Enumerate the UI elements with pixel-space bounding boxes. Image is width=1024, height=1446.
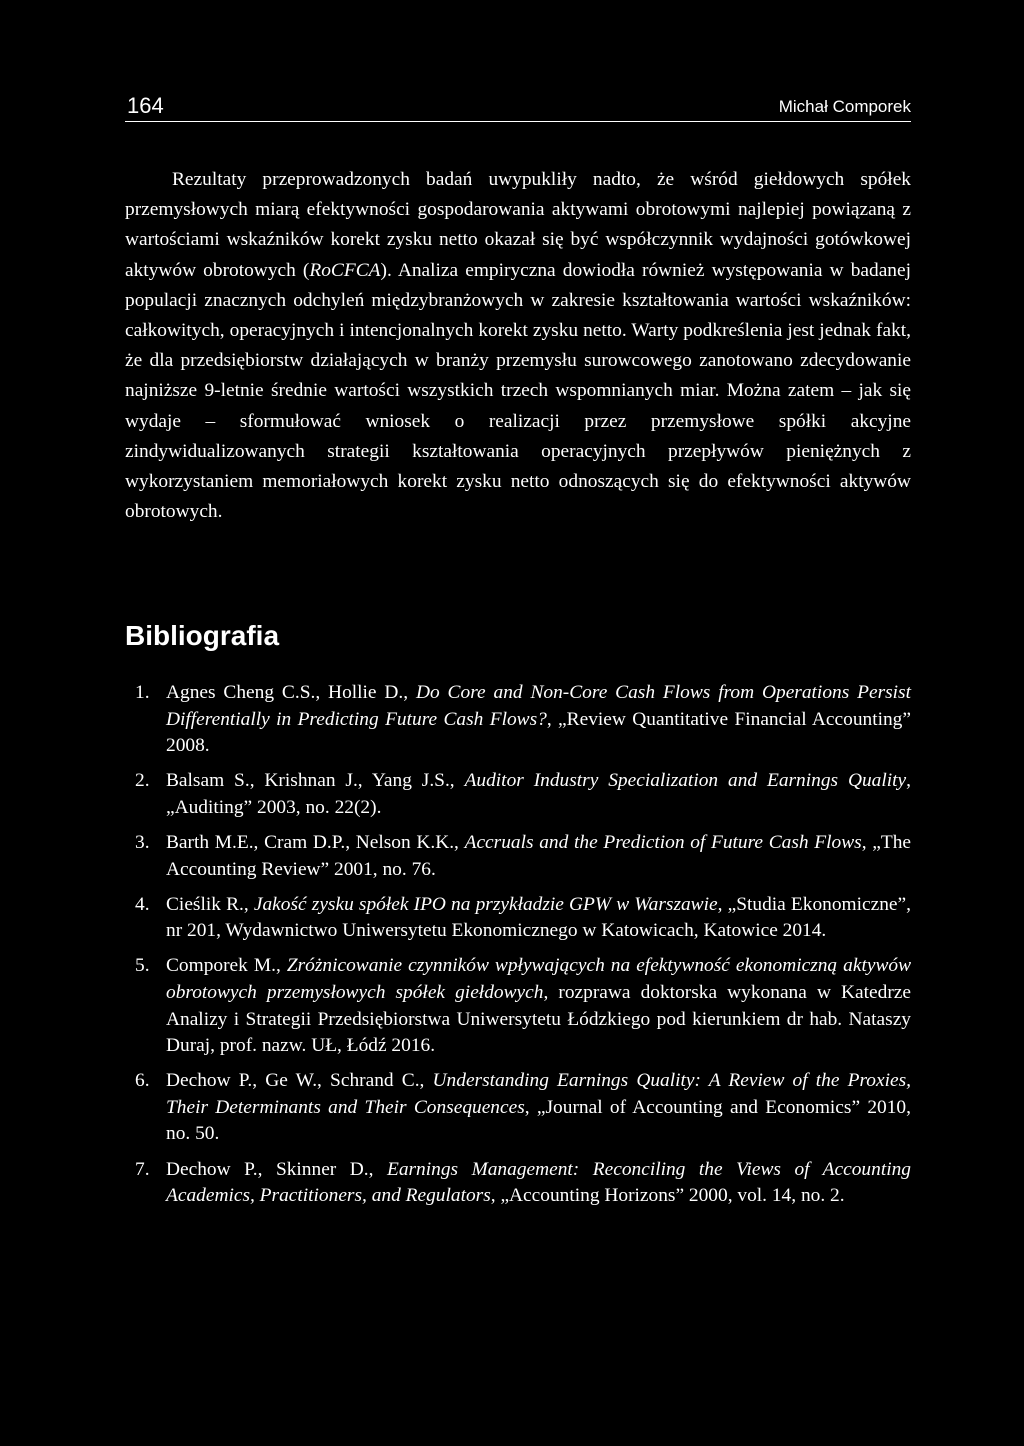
body-text-end: ). Analiza empiryczna dowiodła również występowania w badanej populacji znacznych odchyleń międzybranżowych w zakresie kształtowania wartości wskaźników: całkowitych, operacyjnych i intencjonalnych korekt zysku netto. Warty podkreślenia jest jednak fakt, że dla przedsiębiorstw działających w branży przemysłu surowcowego zanotowano zdecydowanie najniższe 9-letnie średnie wartości wszystkich trzech wspomnianych miar. Można zatem – jak się wydaje – sformułować wniosek o realizacji przez przemysłowe spółki akcyjne zindywidualizowanych strategii kształtowania operacyjnych przepływów pieniężnych z wykorzystaniem memoriałowych korekt zysku netto odnoszących się do efektywności aktywów obrotowych. xyxy=(125,259,911,523)
bibliography-heading: Bibliografia xyxy=(125,620,280,651)
bibliography-item-authors: Agnes Cheng C.S., Hollie D., xyxy=(166,682,416,703)
bibliography-item-source: , „The Accounting Review” 2001, no. 76. xyxy=(166,831,911,880)
bibliography-item-number: 6. xyxy=(135,1070,150,1092)
bibliography-list xyxy=(125,680,911,1218)
bibliography-item-source: , „Accounting Horizons” 2000, vol. 14, no. 2. xyxy=(490,1185,845,1207)
bibliography-item-source: , „Journal of Accounting and Economics” 2010, no. 50. xyxy=(166,1096,911,1145)
bibliography-item-number: 1. xyxy=(135,682,150,703)
bibliography-item-authors: Dechow P., Skinner D., xyxy=(166,1158,387,1180)
bibliography-item-source: , „Review Quantitative Financial Accounting” 2008. xyxy=(166,708,911,757)
bibliography-item-source: , „Studia Ekonomiczne”, nr 201, Wydawnictwo Uniwersytetu Ekonomicznego w Katowicach, Katowice 2014. xyxy=(166,893,911,942)
body-text-start: Rezultaty przeprowadzonych badań uwypukliły nadto, że wśród giełdowych spółek przemysłowych miarą efektywności gospodarowania aktywami obrotowymi najlepiej powiązaną z wartościami wskaźników korekt zysku netto okazał się być współczynnik wydajności gotówkowej aktywów obrotowych ( xyxy=(125,169,911,281)
bibliography-item-number: 5. xyxy=(135,955,150,977)
bibliography-item-title: Understanding Earnings Quality: A Review of the Proxies, Their Determinants and Their Consequences xyxy=(166,1070,911,1118)
bibliography-item-title: Auditor Industry Specialization and Earnings Quality xyxy=(464,770,907,792)
running-header-author: Michał Comporek xyxy=(778,97,911,116)
bibliography-item-authors: Dechow P., Ge W., Schrand C., xyxy=(166,1070,433,1092)
bibliography-item-authors: Barth M.E., Cram D.P., Nelson K.K., xyxy=(166,831,465,853)
body-paragraph xyxy=(125,165,911,527)
bibliography-item-number: 7. xyxy=(135,1158,150,1180)
bibliography-item xyxy=(125,1068,911,1148)
bibliography-item-number: 2. xyxy=(135,770,150,792)
bibliography-item-title: Earnings Management: Reconciling the Views of Accounting Academics, Practitioners, and Regulators xyxy=(166,1158,911,1207)
bibliography-item-title: Zróżnicowanie czynników wpływających na efektywność ekonomiczną aktywów obrotowych przemysłowych spółek giełdowych xyxy=(166,955,912,1003)
bibliography-item-source: , rozprawa doktorska wykonana w Katedrze Analizy i Strategii Przedsiębiorstwa Uniwersytetu Łódzkiego pod kierunkiem dr hab. Nataszy Duraj, prof. nazw. UŁ, Łódź 2016. xyxy=(166,981,912,1057)
bibliography-item-title: Jakość zysku spółek IPO na przykładzie GPW w Warszawie xyxy=(253,893,718,915)
bibliography-item xyxy=(125,953,911,1059)
bibliography-item-source: , „Auditing” 2003, no. 22(2). xyxy=(166,770,911,818)
bibliography-item xyxy=(125,680,911,760)
bibliography-item xyxy=(125,892,911,945)
page-number: 164 xyxy=(127,93,164,118)
bibliography-item xyxy=(125,768,911,821)
bibliography-item-authors: Cieślik R., xyxy=(166,893,254,915)
bibliography-item-authors: Comporek M., xyxy=(166,955,287,977)
bibliography-item-title: Accruals and the Prediction of Future Cash Flows xyxy=(464,831,862,853)
bibliography-item-number: 3. xyxy=(135,831,150,853)
running-header xyxy=(125,93,911,122)
body-text-italic: RoCFCA xyxy=(309,259,381,281)
bibliography-item-title: Do Core and Non-Core Cash Flows from Operations Persist Differentially in Predicting Future Cash Flows? xyxy=(166,682,911,730)
bibliography-item xyxy=(125,830,911,883)
bibliography-item xyxy=(125,1157,911,1210)
bibliography-item-authors: Balsam S., Krishnan J., Yang J.S., xyxy=(166,770,465,792)
bibliography-item-number: 4. xyxy=(135,893,150,915)
